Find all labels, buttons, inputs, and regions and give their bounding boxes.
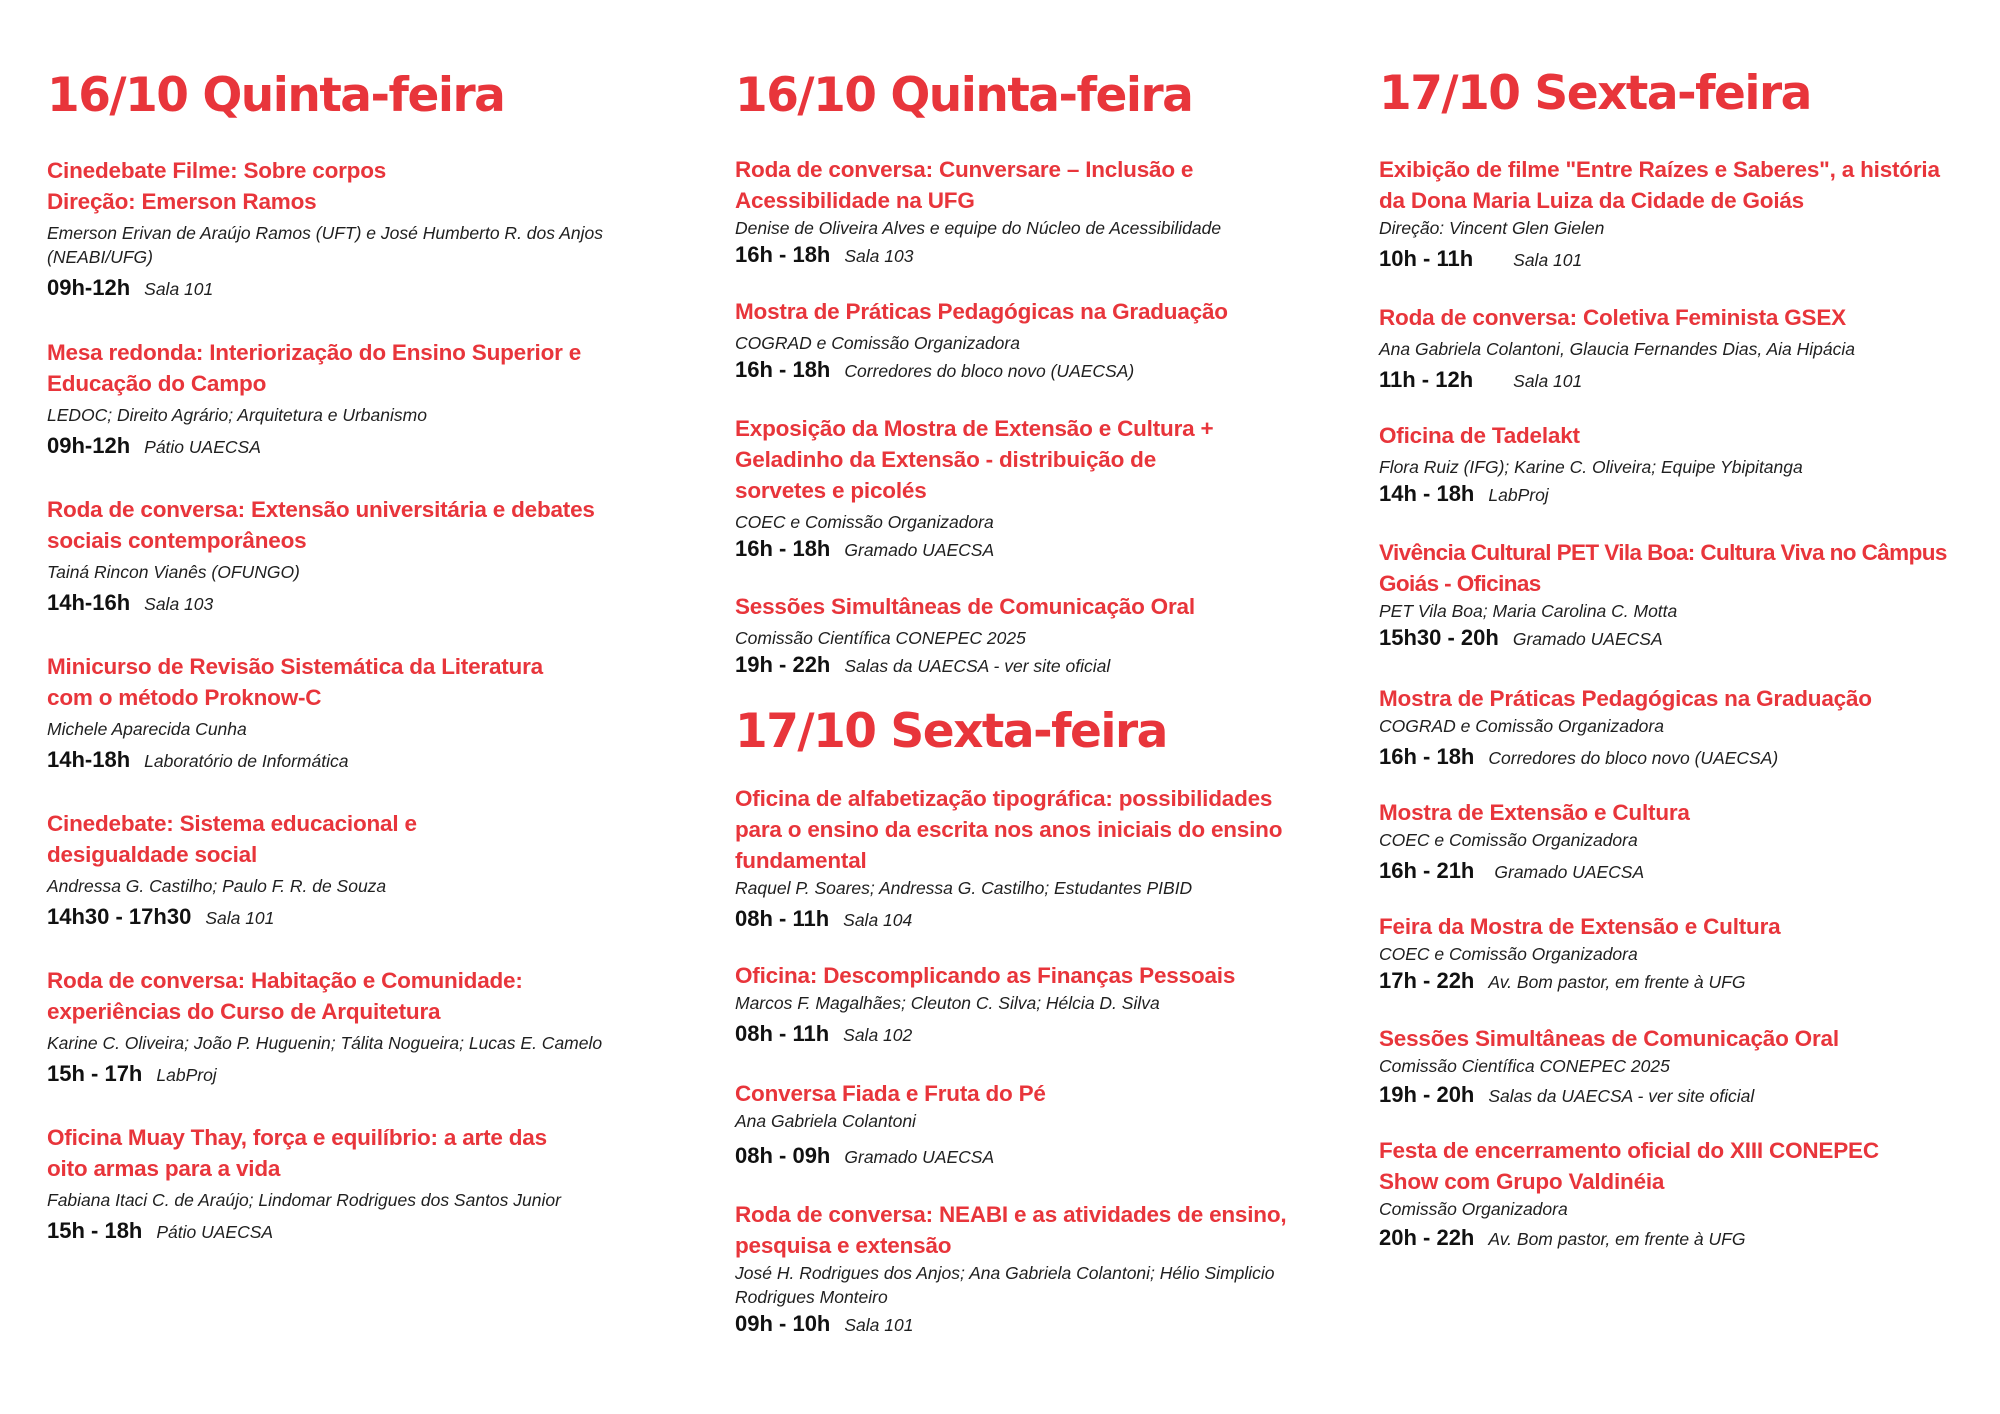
- event-meta: [1379, 1223, 1989, 1256]
- event-meta: [1379, 966, 1989, 999]
- event-item: [47, 494, 637, 621]
- event-item: [735, 413, 1355, 567]
- event-people: Denise de Oliveira Alves e equipe do Núcleo de Acessibilidade: [735, 218, 1222, 238]
- event-location: Gramado UAECSA: [1494, 862, 1645, 882]
- event-people: Ana Gabriela Colantoni: [735, 1111, 916, 1131]
- event-meta: [735, 355, 1355, 388]
- event-title: Roda de conversa: NEABI e as atividades de ensino, pesquisa e extensão: [735, 1202, 1287, 1258]
- event-people: Flora Ruiz (IFG); Karine C. Oliveira; Equipe Ybipitanga: [1379, 457, 1803, 477]
- event-item: [1379, 537, 2000, 656]
- event-time: 09h - 10h: [735, 1311, 831, 1336]
- event-meta: [1379, 244, 1989, 277]
- event-title: Oficina: Descomplicando as Finanças Pessoais: [735, 963, 1236, 988]
- event-time: 08h - 11h: [735, 1021, 830, 1046]
- event-title: Mostra de Práticas Pedagógicas na Graduação: [1379, 686, 1872, 711]
- event-item: [1379, 154, 1989, 277]
- event-location: Av. Bom pastor, em frente à UFG: [1488, 1229, 1746, 1249]
- event-time: 16h - 18h: [735, 536, 831, 561]
- event-time: 16h - 18h: [735, 357, 831, 382]
- event-meta: [1379, 479, 1989, 512]
- event-people: Fabiana Itaci C. de Araújo; Lindomar Rodrigues dos Santos Junior: [47, 1190, 561, 1210]
- event-item: [735, 1078, 1355, 1174]
- event-meta: [735, 1141, 1355, 1174]
- event-people: Comissão Científica CONEPEC 2025: [1379, 1056, 1670, 1076]
- event-location: Av. Bom pastor, em frente à UFG: [1488, 972, 1746, 992]
- event-meta: [735, 650, 1355, 683]
- event-item: [47, 651, 667, 778]
- event-time: 14h-18h: [47, 747, 131, 772]
- event-meta: [735, 240, 1355, 273]
- event-people: Raquel P. Soares; Andressa G. Castilho; Estudantes PIBID: [735, 878, 1193, 898]
- event-time: 15h - 18h: [47, 1218, 143, 1243]
- event-item: [1379, 1135, 1989, 1256]
- event-people: Marcos F. Magalhães; Cleuton C. Silva; Hélcia D. Silva: [735, 993, 1160, 1013]
- event-people: COGRAD e Comissão Organizadora: [1379, 716, 1664, 736]
- event-meta: [735, 534, 1355, 567]
- event-meta: [735, 1309, 1335, 1342]
- event-location: Sala 101: [1513, 371, 1583, 391]
- event-meta: [47, 745, 667, 778]
- event-people: Andressa G. Castilho; Paulo F. R. de Souza: [47, 876, 387, 896]
- event-item: [735, 783, 1355, 937]
- event-meta: [47, 902, 667, 935]
- event-item: [735, 154, 1355, 273]
- event-time: 16h - 18h: [735, 242, 831, 267]
- event-title: Festa de encerramento oficial do XIII CONEPEC Show com Grupo Valdinéia: [1379, 1138, 1879, 1194]
- event-location: Pátio UAECSA: [156, 1222, 274, 1242]
- event-people: Emerson Erivan de Araújo Ramos (UFT) e José Humberto R. dos Anjos (NEABI/UFG): [47, 223, 603, 267]
- event-item: [47, 337, 627, 464]
- event-people: COEC e Comissão Organizadora: [1379, 944, 1638, 964]
- event-people: Ana Gabriela Colantoni, Glaucia Fernandes Dias, Aia Hipácia: [1379, 339, 1855, 359]
- event-location: Sala 101: [1513, 250, 1583, 270]
- event-location: Pátio UAECSA: [144, 437, 261, 457]
- event-location: Gramado UAECSA: [1512, 629, 1663, 649]
- event-item: [1379, 1023, 1989, 1113]
- event-location: LabProj: [1488, 485, 1549, 505]
- event-item: [1379, 302, 1989, 398]
- event-time: 14h - 18h: [1379, 481, 1475, 506]
- event-location: Laboratório de Informática: [144, 751, 349, 771]
- event-location: Sala 102: [843, 1025, 913, 1045]
- event-meta: [47, 273, 667, 306]
- event-time: 14h-16h: [47, 590, 131, 615]
- event-title: Vivência Cultural PET Vila Boa: Cultura Viva no Câmpus Goiás - Oficinas: [1379, 540, 1947, 596]
- event-title: Mostra de Extensão e Cultura: [1379, 800, 1690, 825]
- event-time: 16h - 18h: [1379, 744, 1475, 769]
- event-location: Corredores do bloco novo (UAECSA): [844, 361, 1135, 381]
- event-item: [735, 591, 1355, 683]
- event-item: [47, 155, 667, 306]
- event-people: COGRAD e Comissão Organizadora: [735, 333, 1020, 353]
- event-time: 09h-12h: [47, 275, 131, 300]
- event-people: José H. Rodrigues dos Anjos; Ana Gabriela Colantoni; Hélio Simplicio Rodrigues Monteiro: [735, 1263, 1275, 1307]
- day-heading: 16/10 Quinta-feira: [735, 68, 1193, 123]
- event-people: PET Vila Boa; Maria Carolina C. Motta: [1379, 601, 1678, 621]
- event-location: Sala 103: [144, 594, 214, 614]
- event-meta: [47, 1216, 687, 1249]
- event-people: COEC e Comissão Organizadora: [735, 512, 994, 532]
- event-meta: [47, 1059, 687, 1092]
- event-title: Roda de conversa: Coletiva Feminista GSEX: [1379, 305, 1846, 330]
- event-location: Gramado UAECSA: [844, 540, 995, 560]
- event-location: Sala 103: [844, 246, 914, 266]
- event-time: 08h - 11h: [735, 906, 830, 931]
- event-location: Gramado UAECSA: [844, 1147, 995, 1167]
- event-meta: [735, 1019, 1355, 1052]
- day-heading: 17/10 Sexta-feira: [1379, 66, 1811, 121]
- event-location: Sala 101: [205, 908, 275, 928]
- event-item: [735, 960, 1355, 1052]
- event-people: Comissão Científica CONEPEC 2025: [735, 628, 1026, 648]
- event-time: 09h-12h: [47, 433, 131, 458]
- event-title: Exibição de filme "Entre Raízes e Saberes", a história da Dona Maria Luiza da Cidade de Goiás: [1379, 157, 1940, 213]
- event-time: 16h - 21h: [1379, 858, 1475, 883]
- event-title: Oficina de alfabetização tipográfica: possibilidades para o ensino da escrita nos anos iniciais do ensino fundamental: [735, 786, 1283, 873]
- event-title: Cinedebate Filme: Sobre corpos Direção: Emerson Ramos: [47, 158, 387, 214]
- event-item: [47, 965, 687, 1092]
- event-title: Minicurso de Revisão Sistemática da Literatura com o método Proknow-C: [47, 654, 543, 710]
- event-meta: [47, 588, 637, 621]
- event-time: 14h30 - 17h30: [47, 904, 192, 929]
- event-time: 11h - 12h: [1379, 367, 1474, 392]
- event-item: [47, 1122, 687, 1249]
- day-heading: 16/10 Quinta-feira: [47, 68, 505, 123]
- event-time: 19h - 20h: [1379, 1082, 1475, 1107]
- event-meta: [1379, 856, 1989, 889]
- event-title: Sessões Simultâneas de Comunicação Oral: [1379, 1026, 1839, 1051]
- event-people: LEDOC; Direito Agrário; Arquitetura e Urbanismo: [47, 405, 427, 425]
- event-people: COEC e Comissão Organizadora: [1379, 830, 1638, 850]
- event-title: Mesa redonda: Interiorização do Ensino Superior e Educação do Campo: [47, 340, 582, 396]
- event-title: Conversa Fiada e Fruta do Pé: [735, 1081, 1046, 1106]
- event-item: [1379, 911, 1989, 999]
- event-title: Roda de conversa: Cunversare – Inclusão e Acessibilidade na UFG: [735, 157, 1194, 213]
- event-people: Tainá Rincon Vianês (OFUNGO): [47, 562, 300, 582]
- event-time: 19h - 22h: [735, 652, 831, 677]
- event-item: [1379, 683, 1989, 775]
- event-people: Direção: Vincent Glen Gielen: [1379, 218, 1605, 238]
- event-meta: [1379, 742, 1989, 775]
- event-item: [47, 808, 667, 935]
- event-title: Mostra de Práticas Pedagógicas na Graduação: [735, 299, 1228, 324]
- event-location: Salas da UAECSA - ver site oficial: [844, 656, 1111, 676]
- event-title: Cinedebate: Sistema educacional e desigualdade social: [47, 811, 417, 867]
- event-people: Comissão Organizadora: [1379, 1199, 1568, 1219]
- event-time: 17h - 22h: [1379, 968, 1475, 993]
- event-meta: [735, 904, 1355, 937]
- event-location: Sala 104: [843, 910, 913, 930]
- event-location: Sala 101: [144, 279, 214, 299]
- event-meta: [1379, 623, 2000, 656]
- event-time: 10h - 11h: [1379, 246, 1474, 271]
- event-location: Sala 101: [844, 1315, 914, 1335]
- event-title: Oficina Muay Thay, força e equilíbrio: a arte das oito armas para a vida: [47, 1125, 547, 1181]
- event-people: Michele Aparecida Cunha: [47, 719, 247, 739]
- event-location: Salas da UAECSA - ver site oficial: [1488, 1086, 1755, 1106]
- event-title: Roda de conversa: Habitação e Comunidade: experiências do Curso de Arquitetura: [47, 968, 523, 1024]
- event-time: 15h30 - 20h: [1379, 625, 1499, 650]
- event-location: LabProj: [156, 1065, 217, 1085]
- event-title: Oficina de Tadelakt: [1379, 423, 1580, 448]
- event-title: Feira da Mostra de Extensão e Cultura: [1379, 914, 1781, 939]
- event-title: Sessões Simultâneas de Comunicação Oral: [735, 594, 1195, 619]
- event-meta: [47, 431, 627, 464]
- event-title: Exposição da Mostra de Extensão e Cultura + Geladinho da Extensão - distribuição de sorvetes e picolés: [735, 416, 1214, 503]
- event-item: [1379, 797, 1989, 889]
- day-heading: 17/10 Sexta-feira: [735, 704, 1167, 759]
- event-time: 20h - 22h: [1379, 1225, 1475, 1250]
- event-time: 08h - 09h: [735, 1143, 831, 1168]
- event-people: Karine C. Oliveira; João P. Huguenin; Tálita Nogueira; Lucas E. Camelo: [47, 1033, 603, 1053]
- event-item: [735, 1199, 1335, 1342]
- event-item: [1379, 420, 1989, 512]
- event-item: [735, 296, 1355, 388]
- event-title: Roda de conversa: Extensão universitária e debates sociais contemporâneos: [47, 497, 595, 553]
- event-meta: [1379, 365, 1989, 398]
- event-location: Corredores do bloco novo (UAECSA): [1488, 748, 1779, 768]
- event-time: 15h - 17h: [47, 1061, 143, 1086]
- event-meta: [1379, 1080, 1989, 1113]
